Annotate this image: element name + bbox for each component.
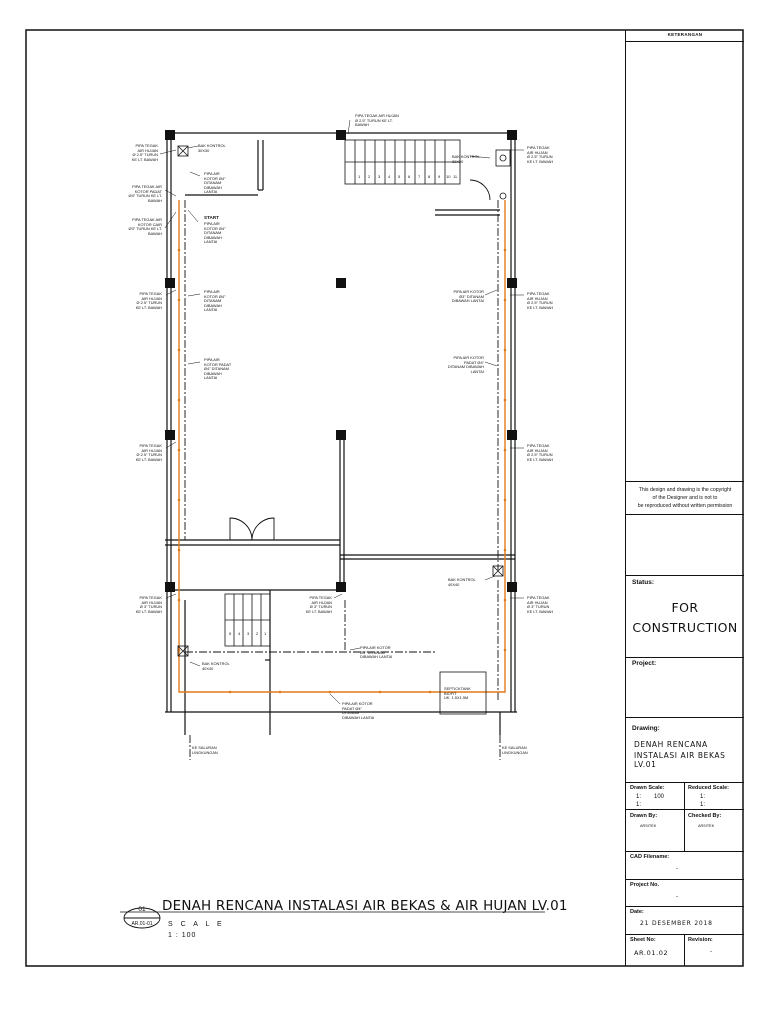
scale-label: S C A L E [168,921,225,928]
title-block [625,30,743,966]
copyright-row [626,482,744,515]
drawing-name-line-2: INSTALASI AIR BEKAS LV.01 [634,751,726,769]
label-pipa-kotor-padat-left: PIPA TEGAK AIR KOTOR PADAT Ø4" TURUN KE LT. BAWAH [128,184,162,203]
keterangan-label: KETERANGAN [667,32,703,37]
label-pipa-kotor-padat-right: PIPA AIR KOTOR PADAT Ø4" DITANAM DIBAWAH LANTAI [447,355,484,374]
label-bak-kontrol-top-right: BAK KONTROL 30X30 [452,154,480,164]
checked-by-value: ARSITEK [698,824,715,828]
stair-number: 9 [438,174,441,179]
drawn-scale-1-value: 100 [654,794,665,800]
label-pipa-hujan-left-4: PIPA TEGAK AIR HUJAN Ø 3" TURUN KE LT. BAWAH [135,595,162,614]
status-line-2: CONSTRUCTION [632,620,738,635]
label-pipa-kotor-1: PIPA AIR KOTOR Ø4" DITANAM DIBAWAH LANTAI [204,171,226,195]
label-pipa-kotor-right-1: PIPA AIR KOTOR Ø3" DITANAM DIBAWAH LANTAI [451,289,484,304]
revision-label: Revision: [688,937,713,943]
status-line-1: FOR [671,600,699,615]
stair-number: 2 [256,631,259,636]
label-pipa-hujan-left-3: PIPA TEGAK AIR HUJAN Ø 2.5" TURUN KE LT. BAWAH [135,443,162,462]
label-pipa-hujan-center: PIPA TEGAK AIR HUJAN Ø 3" TURUN KE LT. BAWAH [305,595,332,614]
label-bak-kontrol-mid-right: BAK KONTROL 40X40 [448,577,476,587]
drawn-by-row [626,810,744,852]
drawing-title: DENAH RENCANA INSTALASI AIR BEKAS & AIR HUJAN LV.01 [162,898,568,914]
notes-area [626,42,744,482]
label-pipa-kotor-center: PIPA AIR KOTOR Ø3" DITANAM DIBAWAH LANTAI [360,645,393,660]
revision-value: - [710,949,712,955]
label-bak-kontrol-top-left: BAK KONTROL 30X30 [198,143,226,153]
label-saluran-right: KE SALURAN LINGKUNGAN [502,745,528,755]
reduced-scale-label: Reduced Scale: [688,785,729,791]
label-bak-kontrol-bottom-left: BAK KONTROL 40X40 [202,661,230,671]
project-no-value: - [676,894,678,900]
label-start: START [204,215,219,220]
cad-filename-label: CAD Filename: [630,854,670,860]
drawing-label: Drawing: [632,725,660,732]
stair-number: 10 [446,174,451,179]
date-value: 21 DESEMBER 2018 [640,920,713,927]
drawing-name-line-1: DENAH RENCANA [634,740,708,749]
stair-number: 5 [229,631,232,636]
drawn-scale-label: Drawn Scale: [630,785,665,791]
stair-number: 5 [398,174,401,179]
label-pipa-hujan-right-4: PIPA TEGAK AIR HUJAN Ø 3" TURUN KE LT. BAWAH [527,595,554,614]
label-septictank: SEPTICKTANK BIOFIT UK. 1.5X1.5M [444,686,471,701]
project-label: Project: [632,660,657,667]
scale-value: 1 : 100 [168,932,197,939]
cad-row [626,852,744,880]
stair-number: 7 [418,174,421,179]
label-pipa-hujan-left-1: PIPA TEGAK AIR HUJAN Ø 2.5" TURUN KE LT. BAWAH [131,143,158,162]
sheet-no-value: AR.01.02 [634,949,669,957]
stair-number: 1 [358,174,361,179]
copyright-notice: This design and drawing is the copyright of the Designer and is not to be reproduced without written permission [637,487,733,509]
label-pipa-hujan-right-1: PIPA TEGAK AIR HUJAN Ø 2.5" TURUN KE LT. BAWAH [527,145,554,164]
project-no-label: Project No. [630,882,660,888]
status-label: Status: [632,579,655,586]
cad-filename-value: - [676,866,678,872]
drawn-scale-1: 1: [636,794,642,800]
stair-number: 6 [408,174,411,179]
date-label: Date: [630,909,644,915]
reduced-scale-2: 1: [700,802,706,808]
label-pipa-kotor-padat-mid: PIPA AIR KOTOR PADAT Ø4" DITANAM DIBAWAH LANTAI [204,357,232,381]
stair-number: 1 [264,631,267,636]
drawn-scale-2: 1: [636,802,642,808]
blank-row [626,515,744,576]
label-pipa-kotor-2: PIPA AIR KOTOR Ø4" DITANAM DIBAWAH LANTAI [204,221,226,245]
label-saluran-left: KE SALURAN LINGKUNGAN [192,745,218,755]
label-pipa-hujan-right-2: PIPA TEGAK AIR HUJAN Ø 2.5" TURUN KE LT. BAWAH [527,291,554,310]
label-pipa-kotor-bottom: PIPA AIR KOTOR PADAT Ø4" DITANAM DIBAWAH LANTAI [342,701,375,720]
label-pipa-hujan-top: PIPA TEGAK AIR HUJAN Ø 2.5" TURUN KE LT. BAWAH [355,113,399,128]
scale-row [626,783,744,810]
stair-number: 3 [247,631,250,636]
date-row [626,907,744,935]
checked-by-label: Checked By: [688,813,722,819]
label-pipa-hujan-right-3: PIPA TEGAK AIR HUJAN Ø 2.5" TURUN KE LT. BAWAH [527,443,554,462]
stair-number: 4 [388,174,391,179]
stair-number: 2 [368,174,371,179]
sheet-row [626,935,744,966]
status-row [626,576,744,658]
label-pipa-hujan-left-2: PIPA TEGAK AIR HUJAN Ø 2.5" TURUN KE LT. BAWAH [135,291,162,310]
reduced-scale-1: 1: [700,794,706,800]
drawing-number: 01 [138,906,146,913]
drawing-ref: AR.01-01 [131,921,153,927]
stair-number: 8 [428,174,431,179]
project-row [626,658,744,718]
label-pipa-kotor-3: PIPA AIR KOTOR Ø4" DITANAM DIBAWAH LANTAI [204,289,226,313]
keterangan-row [626,30,744,42]
drawing-row [626,718,744,783]
stair-number: 4 [238,631,241,636]
sheet-no-label: Sheet No: [630,937,656,943]
drawn-by-value: ARSITEK [640,824,657,828]
project-no-row [626,880,744,907]
label-pipa-kotor-cair-left: PIPA TEGAK AIR KOTOR CAIR Ø3" TURUN KE LT. BAWAH [128,217,162,236]
drawn-by-label: Drawn By: [630,813,658,819]
stair-number: 11 [453,174,458,179]
stair-number: 3 [378,174,381,179]
